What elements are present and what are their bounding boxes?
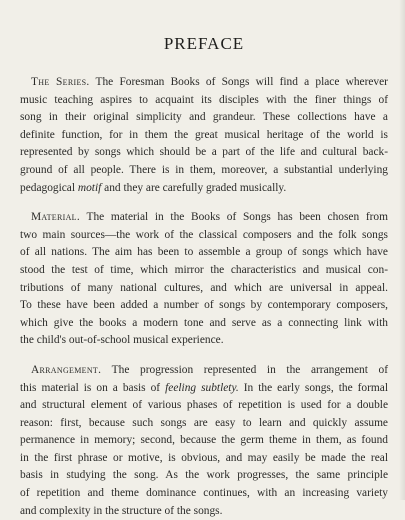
section-heading: The Series. [31,76,90,88]
text-line: To these have been added a number of songs by contemporary composers, [20,299,388,312]
section-heading: Material. [31,211,81,224]
text-line: Arrangement. The progression represented in the arrangement of [31,363,388,376]
text-line: stood the test of time, which mirror the characteristics and musical con- [20,263,388,276]
text-line: and complexity in the structure of the songs. [20,504,223,517]
text-line: which give the books a modern tone and serve as a connecting link with [20,316,388,329]
paragraph-the-series [20,74,388,197]
emphasis-text: feeling subtlety. [165,381,239,394]
text-line: ground of all people. There is in them, moreover, a substantial underlying [20,163,388,176]
emphasis-text: motif [77,181,102,194]
text-line: this material is on a basis of feeling subtlety. In the early songs, the formal [20,381,388,394]
text-line: of repetition and theme dominance continues, with an increasing variety [20,487,388,500]
text-line: permanence in memory; second, because the germ theme in them, as found [20,434,388,447]
section-heading: Arrangement. [31,363,102,376]
text-line: song in their original simplicity and grandeur. These collections have a [20,111,388,124]
text-line: basis in studying the song. As the work progresses, the same principle [20,469,388,482]
text-line: pedagogical motif and they are carefully graded musically. [20,181,287,194]
text-line: represented by songs which should be a part of the life and cultural back- [20,146,388,159]
text-line: Material. The material in the Books of Songs has been chosen from [31,211,388,224]
text-line: The Series. The Foresman Books of Songs will find a place wherever [31,76,388,88]
text-line: of all nations. The aim has been to assemble a group of songs which have [20,246,388,259]
paragraph-arrangement [20,362,388,520]
text-line: the child's out-of-school musical experience. [20,334,224,347]
text-line: reason: first, because such songs are easy to learn and quickly assume [20,416,388,429]
text-line: in the first phrase or motive, is obvious, and may easily be made the real [20,451,388,464]
text-line: and structural element of various phases of repetition is used for a double [20,399,388,412]
text-line: two main sources—the work of the classical composers and the folk songs [20,228,388,241]
text-line: music teaching aspires to acquaint its disciples with the finer things of [20,93,388,106]
text-line: tributions of many national cultures, and which are universal in appeal. [20,281,388,294]
text-line: definite function, for in them the great musical heritage of the world is [20,128,388,141]
paragraph-material [20,209,388,350]
page-edge-shadow [399,0,405,500]
page-title: PREFACE [163,34,245,53]
